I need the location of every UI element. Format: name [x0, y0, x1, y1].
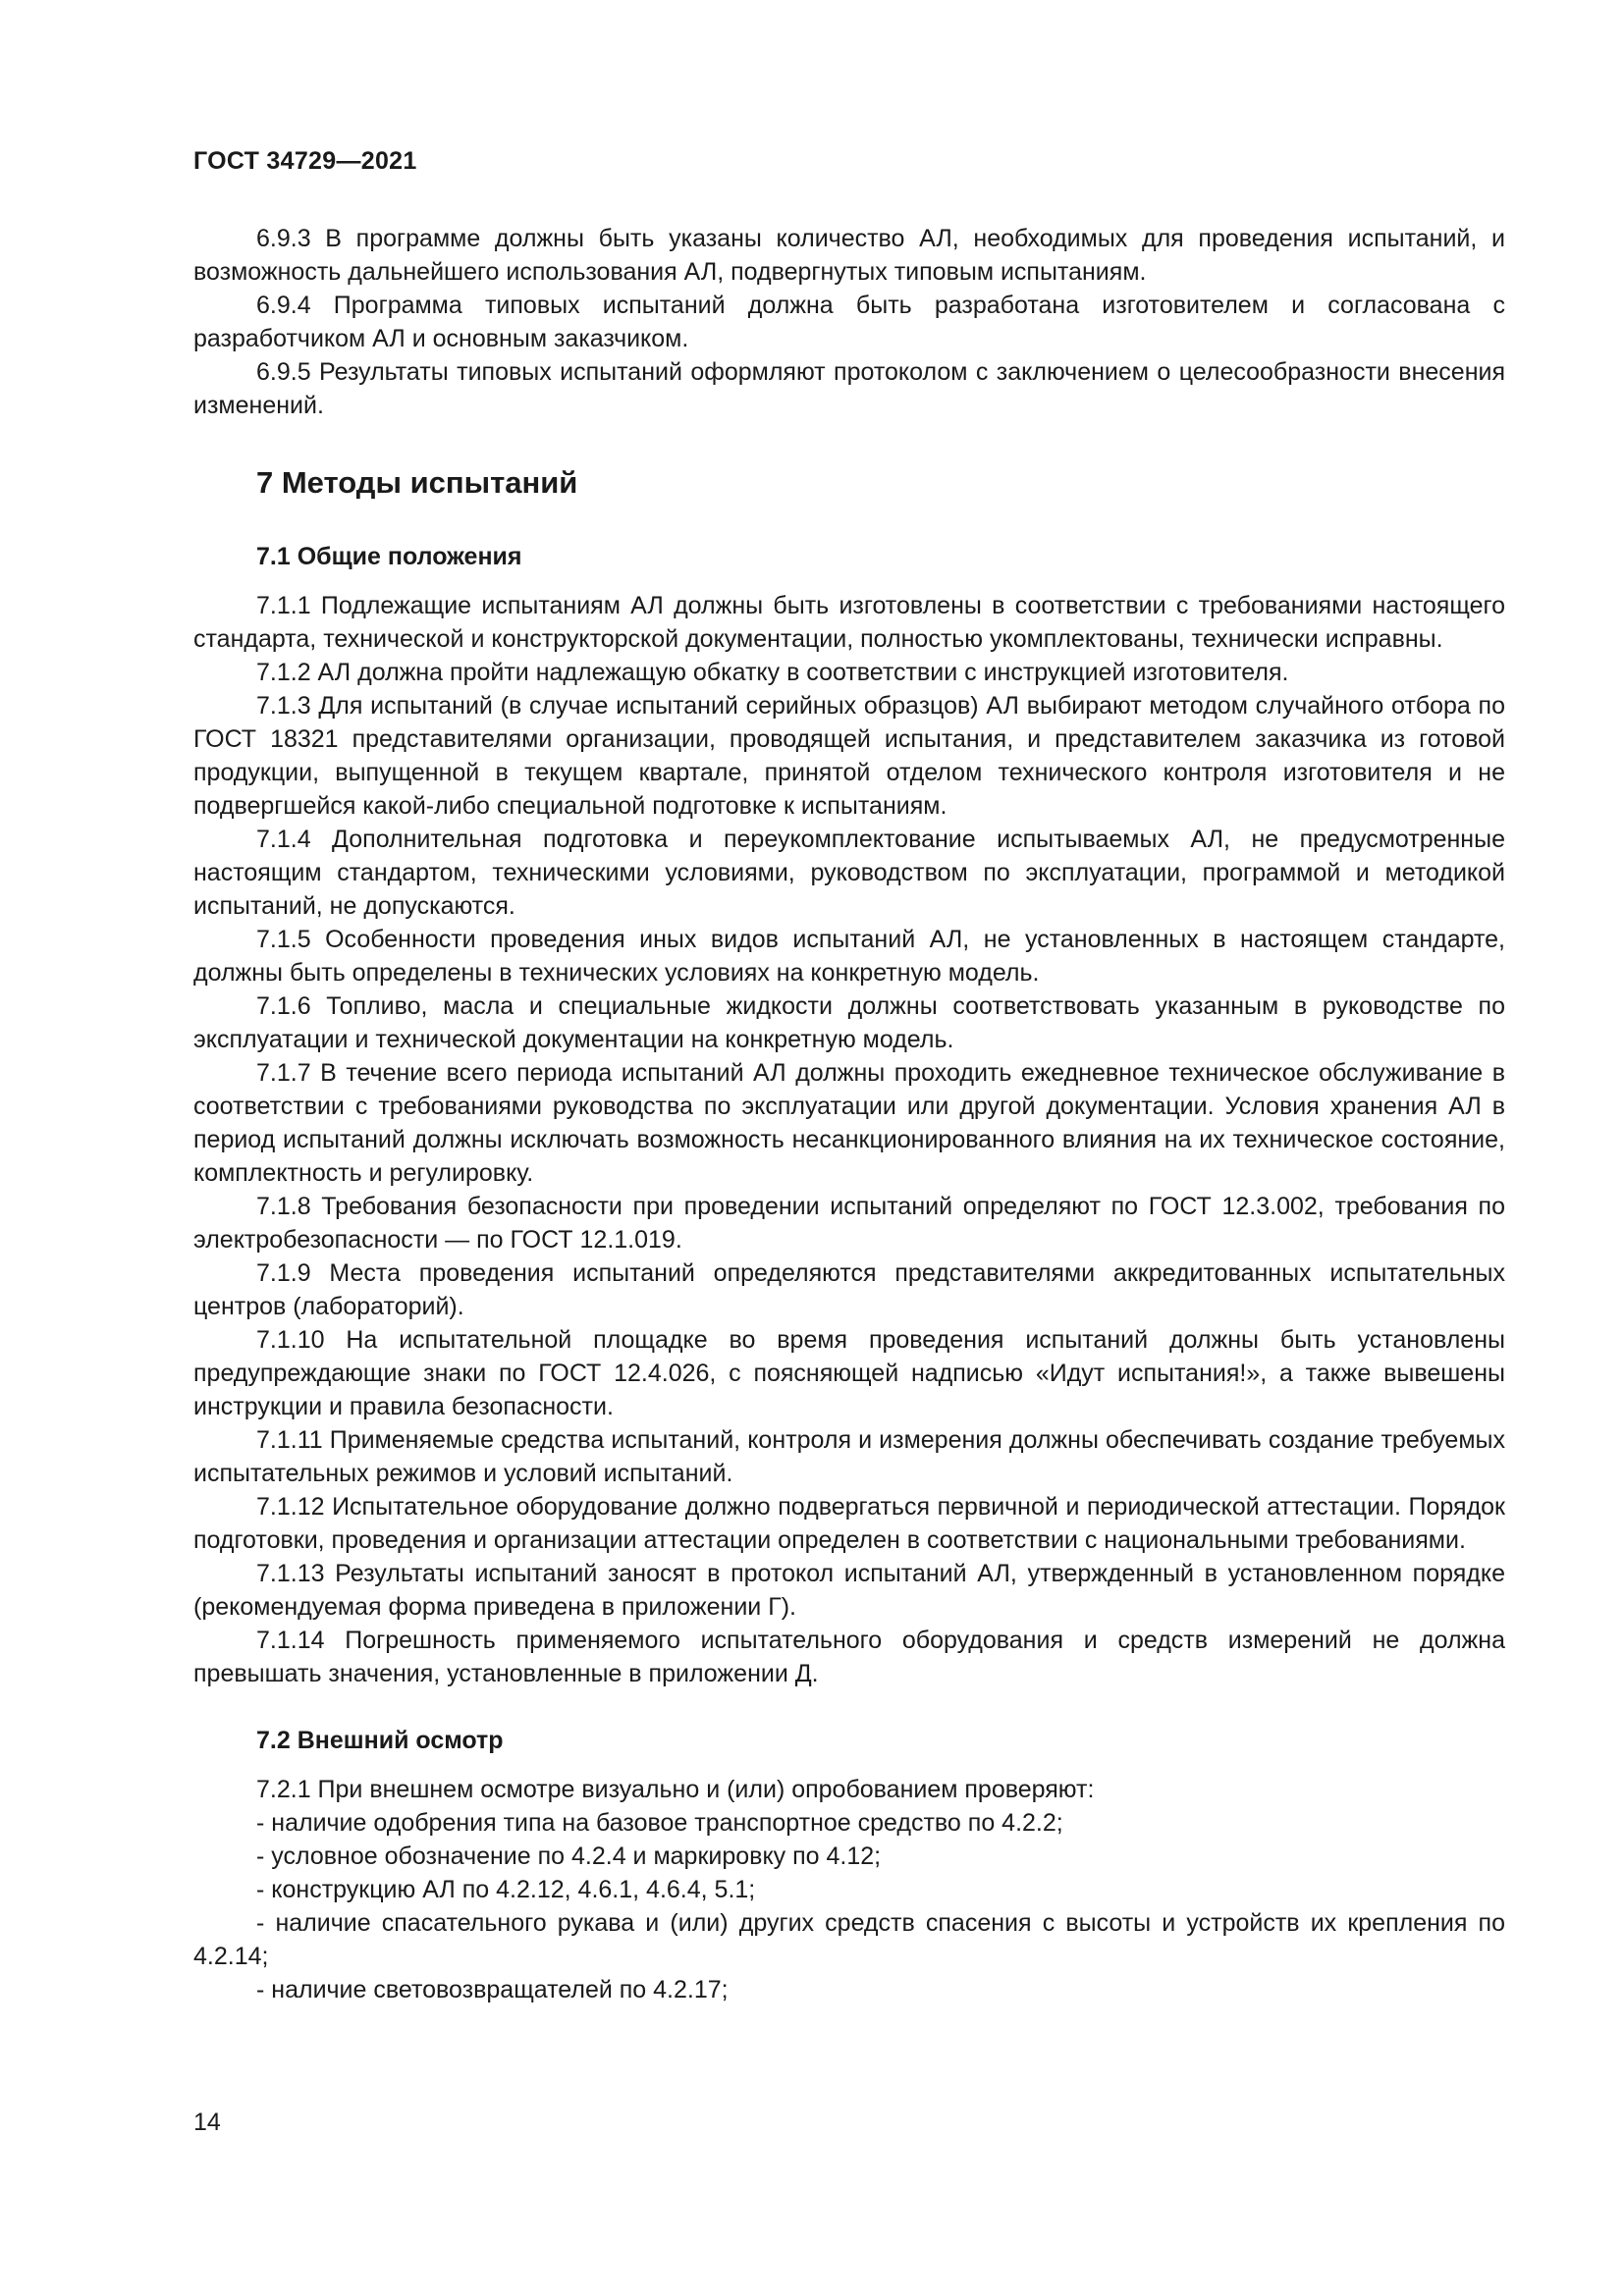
paragraph-7-1-2: 7.1.2 АЛ должна пройти надлежащую обкатку в соответствии с инструкцией изготовителя. — [256, 659, 1289, 686]
paragraph-7-1-7: 7.1.7 В течение всего периода испытаний АЛ должны проходить ежедневное техническое обслуживание в соответствии с требованиями руководства по эксплуатации или другой документации. Условия хранения АЛ в период испытаний должны исключать возможность несанкционированного влияния на их техническое состояние, комплектность и регулировку. — [193, 1059, 1505, 1187]
paragraph-7-1-5: 7.1.5 Особенности проведения иных видов испытаний АЛ, не установленных в настоящем стандарте, должны быть определены в технических условиях на конкретную модель. — [193, 926, 1505, 987]
page-number: 14 — [193, 2109, 221, 2136]
list-item: - условное обозначение по 4.2.4 и маркировку по 4.12; — [256, 1842, 882, 1870]
paragraph-7-1-1: 7.1.1 Подлежащие испытаниям АЛ должны быть изготовлены в соответствии с требованиями настоящего стандарта, технической и конструкторской документации, полностью укомплектованы, технически исправны. — [193, 592, 1505, 653]
paragraph-7-1-12: 7.1.12 Испытательное оборудование должно подвергаться первичной и периодической аттестации. Порядок подготовки, проведения и организации аттестации определен в соответствии с национальными требованиями. — [193, 1493, 1505, 1554]
paragraph-7-1-11: 7.1.11 Применяемые средства испытаний, контроля и измерения должны обеспечивать создание требуемых испытательных режимов и условий испытаний. — [193, 1426, 1505, 1487]
list-item: - наличие световозвращателей по 4.2.17; — [256, 1976, 729, 2003]
paragraph-7-1-10: 7.1.10 На испытательной площадке во время проведения испытаний должны быть установлены предупреждающие знаки по ГОСТ 12.4.026, с поясняющей надписью «Идут испытания!», а также вывешены инструкции и правила безопасности. — [193, 1326, 1505, 1420]
paragraph-6-9-5: 6.9.5 Результаты типовых испытаний оформляют протоколом с заключением о целесообразности внесения изменений. — [193, 358, 1505, 419]
section-7-heading: 7 Методы испытаний — [256, 465, 578, 500]
subsection-7-2-heading: 7.2 Внешний осмотр — [256, 1727, 504, 1754]
paragraph-7-1-6: 7.1.6 Топливо, масла и специальные жидкости должны соответствовать указанным в руководстве по эксплуатации и технической документации на конкретную модель. — [193, 992, 1505, 1053]
list-item: - конструкцию АЛ по 4.2.12, 4.6.1, 4.6.4, 5.1; — [256, 1876, 756, 1903]
paragraph-7-1-9: 7.1.9 Места проведения испытаний определяются представителями аккредитованных испытательных центров (лабораторий). — [193, 1259, 1505, 1320]
subsection-7-1-heading: 7.1 Общие положения — [256, 543, 522, 570]
list-item: - наличие спасательного рукава и (или) других средств спасения с высоты и устройств их крепления по 4.2.14; — [193, 1909, 1505, 1970]
paragraph-7-1-3: 7.1.3 Для испытаний (в случае испытаний серийных образцов) АЛ выбирают методом случайного отбора по ГОСТ 18321 представителями организации, проводящей испытания, и представителем заказчика из готовой продукции, выпущенной в текущем квартале, принятой отделом технического контроля изготовителя и не подвергшейся какой-либо специальной подготовке к испытаниям. — [193, 692, 1505, 820]
paragraph-7-1-4: 7.1.4 Дополнительная подготовка и переукомплектование испытываемых АЛ, не предусмотренные настоящим стандартом, техническими условиями, руководством по эксплуатации, программой и методикой испытаний, не допускаются. — [193, 826, 1505, 920]
document-body — [193, 222, 1505, 2006]
paragraph-7-1-13: 7.1.13 Результаты испытаний заносят в протокол испытаний АЛ, утвержденный в установленном порядке (рекомендуемая форма приведена в приложении Г). — [193, 1560, 1505, 1621]
paragraph-6-9-4: 6.9.4 Программа типовых испытаний должна быть разработана изготовителем и согласована с разработчиком АЛ и основным заказчиком. — [193, 292, 1505, 352]
document-header: ГОСТ 34729—2021 — [193, 147, 417, 175]
paragraph-7-1-14: 7.1.14 Погрешность применяемого испытательного оборудования и средств измерений не должна превышать значения, установленные в приложении Д. — [193, 1627, 1505, 1687]
list-item: - наличие одобрения типа на базовое транспортное средство по 4.2.2; — [256, 1809, 1063, 1837]
paragraph-7-2-1: 7.2.1 При внешнем осмотре визуально и (или) опробованием проверяют: — [256, 1776, 1095, 1803]
paragraph-7-1-8: 7.1.8 Требования безопасности при проведении испытаний определяют по ГОСТ 12.3.002, требования по электробезопасности — по ГОСТ 12.1.019. — [193, 1193, 1505, 1254]
paragraph-6-9-3: 6.9.3 В программе должны быть указаны количество АЛ, необходимых для проведения испытаний, и возможность дальнейшего использования АЛ, подвергнутых типовым испытаниям. — [193, 225, 1505, 286]
